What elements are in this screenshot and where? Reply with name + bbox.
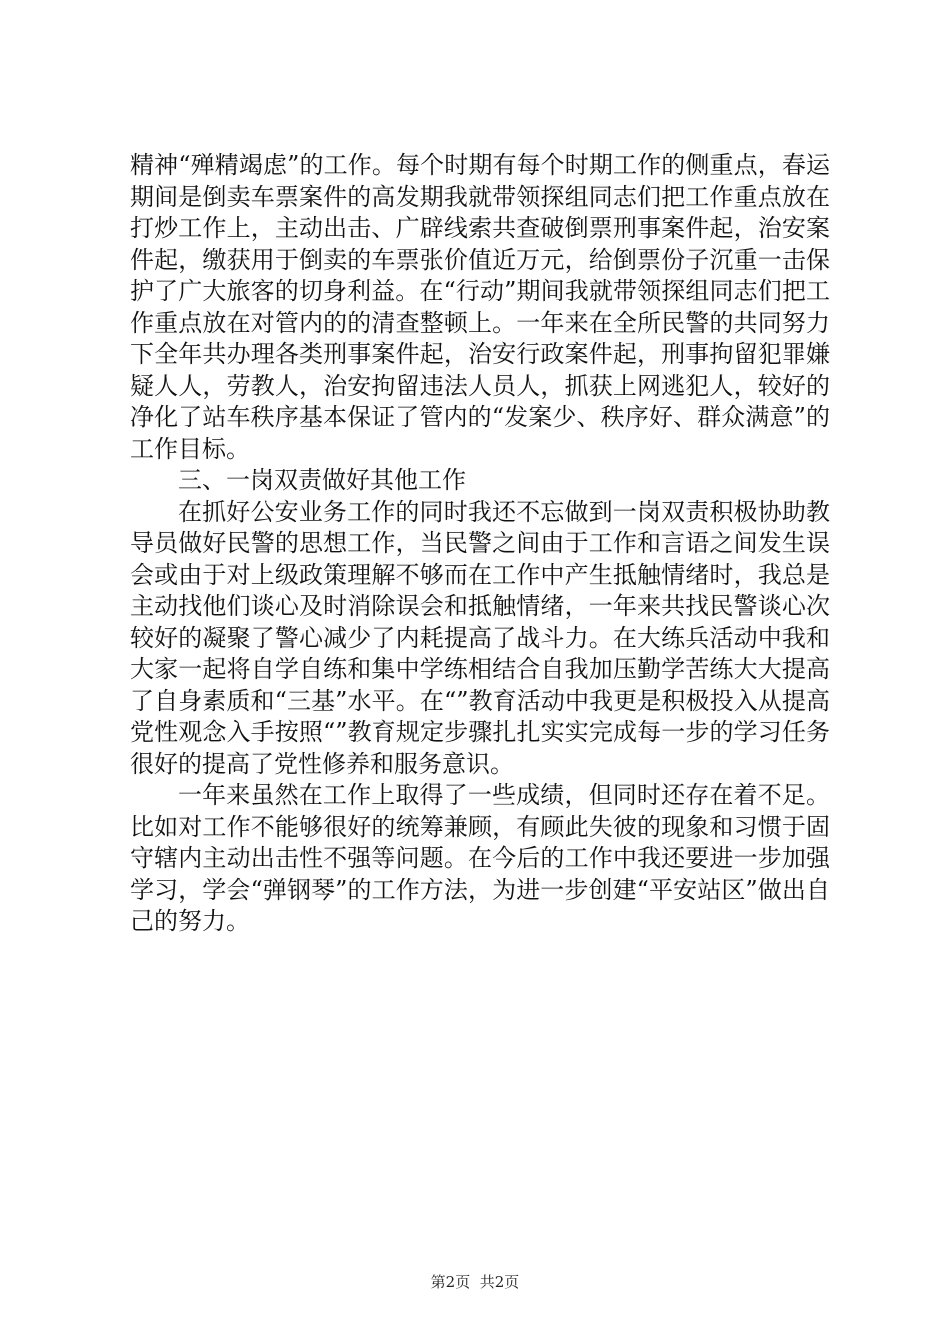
page-number: 第2页: [430, 1273, 471, 1291]
paragraph-summary: 一年来虽然在工作上取得了一些成绩，但同时还存在着不足。比如对工作不能够很好的统筹兼顾，有顾此失彼的现象和习惯于固守辖内主动出击性不强等问题。在今后的工作中我还要进一步加强学习，学会“弹钢琴”的工作方法，为进一步创建“平安站区”做出自己的努力。: [130, 781, 830, 935]
section-heading: 三、一岗双责做好其他工作: [178, 466, 466, 494]
document-body: [130, 150, 830, 938]
footer-spacer: [470, 1273, 480, 1291]
paragraph-continuation: 精神“殚精竭虑”的工作。每个时期有每个时期工作的侧重点，春运期间是倒卖车票案件的高发期我就带领探组同志们把工作重点放在打炒工作上，主动出击、广辟线索共查破倒票刑事案件起，治安案件起，缴获用于倒卖的车票张价值近万元，给倒票份子沉重一击保护了广大旅客的切身利益。在“行动”期间我就带领探组同志们把工作重点放在对管内的的清查整顿上。一年来在全所民警的共同努力下全年共办理各类刑事案件起，治安行政案件起，刑事拘留犯罪嫌疑人人，劳教人，治安拘留违法人员人，抓获上网逃犯人，较好的净化了站车秩序基本保证了管内的“发案少、秩序好、群众满意”的工作目标。: [130, 151, 830, 463]
page-total: 共2页: [479, 1273, 520, 1291]
paragraph-duties: 在抓好公安业务工作的同时我还不忘做到一岗双责积极协助教导员做好民警的思想工作，当民警之间由于工作和言语之间发生误会或由于对上级政策理解不够而在工作中产生抵触情绪时，我总是主动找他们谈心及时消除误会和抵触情绪，一年来共找民警谈心次较好的凝聚了警心减少了内耗提高了战斗力。在大练兵活动中我和大家一起将自学自练和集中学练相结合自我加压勤学苦练大大提高了自身素质和“三基”水平。在“”教育活动中我更是积极投入从提高党性观念入手按照“”教育规定步骤扎扎实实完成每一步的学习任务很好的提高了党性修养和服务意识。: [130, 497, 830, 778]
page-footer: [0, 1271, 950, 1292]
